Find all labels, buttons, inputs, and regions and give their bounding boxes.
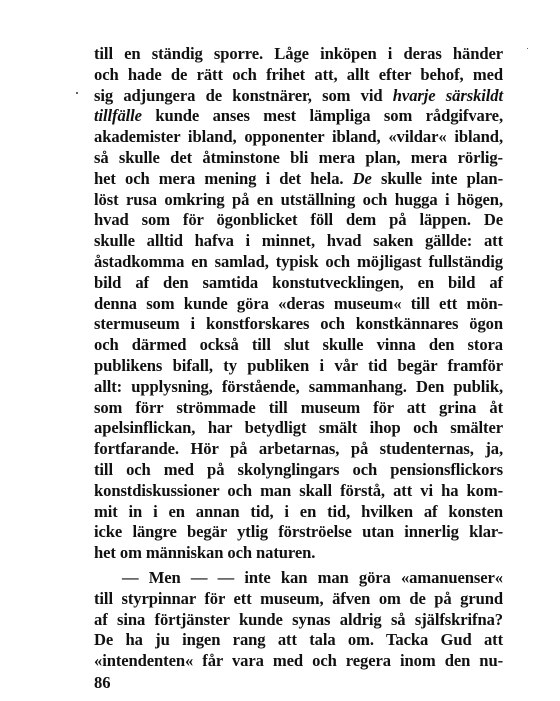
text-segment: akademister ibland, opponenter ibland, «vildar« ibland, [94,127,503,147]
text-line [94,190,503,211]
text-segment: bild af den samtida konstutvecklingen, en bild af [94,272,503,292]
print-speck [76,92,78,94]
text-segment: konstdiskussioner och man skall förstå, att vi ha kom- [94,480,503,500]
text-line [94,252,503,273]
text-line [94,210,503,231]
text-line [94,418,503,439]
text-line [94,294,503,315]
text-line [94,314,503,335]
text-segment: — Men — — inte kan man göra «amanuenser« [122,567,503,587]
text-segment: och hade de rätt och frihet att, allt efter behof, med [94,64,503,84]
text-segment: stermuseum i konstforskares och konstkännares ögon [94,314,503,334]
text-line [94,502,503,523]
text-line [94,65,503,86]
text-line [94,106,503,127]
text-line [94,273,503,294]
text-segment: skulle inte plan- [371,168,503,188]
book-page [94,44,503,694]
text-line [94,335,503,356]
text-segment: åstadkomma en samlad, typisk och möjligast fullständig [94,251,503,271]
text-line [94,231,503,252]
text-segment: kunde anses mest lämpliga som rådgifvare, [141,106,503,126]
text-line [94,460,503,481]
text-line [94,148,503,169]
text-line [94,481,503,502]
text-line [94,398,503,419]
text-segment: apelsinflickan, har betydligt smält ihop och smälter [94,418,503,438]
text-segment: «intendenten« får vara med och regera inom den nu- [94,651,503,671]
text-segment: af sina förtjänster kunde synas aldrig så själfskrifna? [94,609,503,629]
text-segment: hvad som för ögonblicket föll dem på läppen. De [94,210,503,230]
text-line [94,589,503,610]
text-line [94,356,503,377]
text-line [94,127,503,148]
text-line [94,44,503,65]
text-segment: De ha ju ingen rang att tala om. Tacka Gud att [94,630,503,650]
text-segment: allt: upplysning, förstående, sammanhang. Den publik, [94,376,503,396]
print-speck [527,48,528,49]
text-segment: löst rusa omkring på en utställning och hugga i högen, [94,189,503,209]
emphasized-text: hvarje särskildt [392,85,503,105]
text-line [94,86,503,107]
text-segment: het och mera mening i det hela. [94,168,353,188]
emphasized-text: De [352,168,372,188]
page-number: 86 [94,672,111,692]
text-segment: sig adjungera de konstnärer, som vid [94,85,393,105]
body-text [94,44,503,672]
text-segment: till och med på skolynglingars och pensionsflickors [94,459,503,479]
text-segment: icke längre begär ytlig förströelse utan innerlig klar- [94,522,503,542]
text-line [94,543,503,564]
text-line [94,169,503,190]
text-segment: och därmed också till slut skulle vinna den stora [94,335,503,355]
text-line [94,651,503,672]
emphasized-text: tillfälle [94,106,142,126]
text-segment: som förr strömmade till museum för att grina åt [94,397,503,417]
text-segment: mit in i en annan tid, i en tid, hvilken af konsten [94,501,503,521]
text-line [94,630,503,651]
text-line [94,568,503,589]
text-segment: publikens bifall, ty publiken i vår tid begär framför [94,355,503,375]
text-segment: till styrpinnar för ett museum, äfven om de på grund [94,588,503,608]
text-line [94,610,503,631]
text-segment: fortfarande. Hör på arbetarnas, på studenternas, ja, [94,439,503,459]
text-segment: så skulle det åtminstone bli mera plan, mera rörlig- [94,147,503,167]
text-segment: till en ständig sporre. Låge inköpen i deras händer [94,44,503,63]
text-line [94,377,503,398]
text-segment: het om människan och naturen. [94,543,316,563]
text-segment: denna som kunde göra «deras museum« till ett mön- [94,293,503,313]
text-line [94,439,503,460]
text-segment: skulle alltid hafva i minnet, hvad saken gällde: att [94,231,503,251]
text-line [94,522,503,543]
